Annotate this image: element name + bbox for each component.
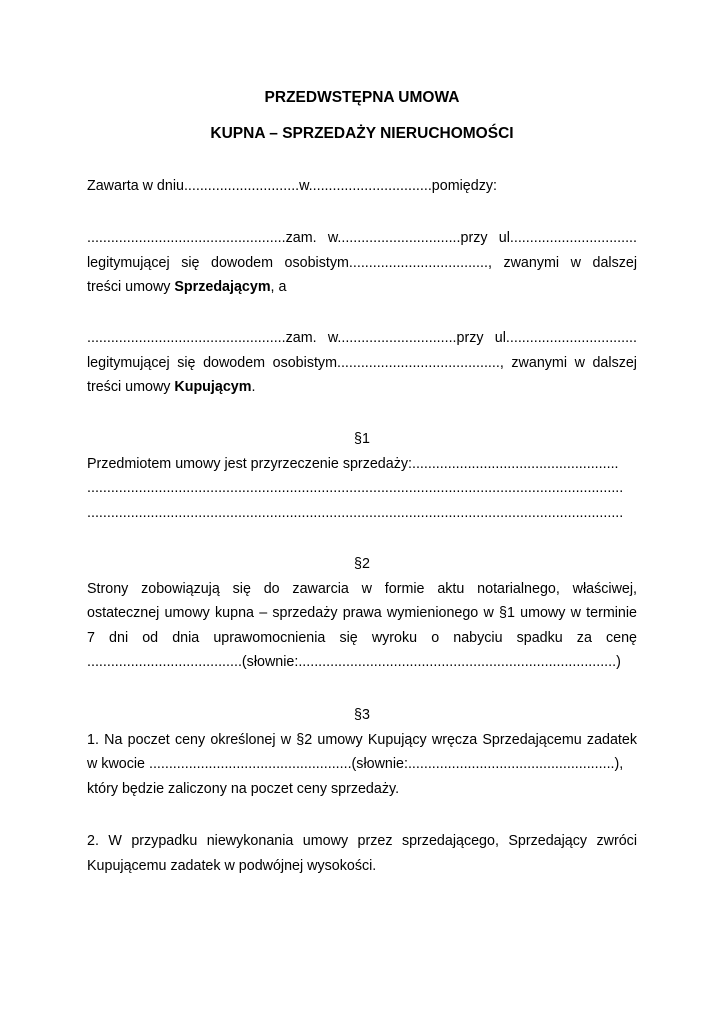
buyer-line-3 [87,375,637,400]
section-2-heading: §2 [354,556,370,572]
section-2-line-4: .......................................(słownie:................................................................................) [87,654,621,670]
section-2-line-2: ostatecznej umowy kupna – sprzedaży prawa wymienionego w §1 umowy w terminie [87,605,637,621]
seller-line-2: legitymującej się dowodem osobistym..................................., zwanymi w dalszej [87,254,637,271]
buyer-line-1: ..................................................zam. w..............................przy ul................................. [87,330,637,346]
seller-role-label: Sprzedającym [174,279,271,295]
section-3-point-1-line-3: który będzie zaliczony na poczet ceny sprzedaży. [87,780,400,797]
section-2-line-3: 7 dni od dnia uprawomocnienia się wyroku o nabyciu spadku za cenę [87,629,637,646]
section-2 [87,552,637,675]
section-3-point-2-line-2: Kupującemu zadatek w podwójnej wysokości. [87,857,377,874]
buyer-paragraph [87,326,637,400]
section-1-heading: §1 [354,431,370,447]
section-3-point-1-line-2: w kwocie ...................................................(słownie:....................................................), [87,756,624,772]
section-1-line-1: Przedmiotem umowy jest przyrzeczenie sprzedaży:.................................................... [87,455,619,472]
section-3-point-1-line-1: 1. Na poczet ceny określonej w §2 umowy Kupujący wręcza Sprzedającemu zadatek [87,731,637,748]
section-3-point-2-line-1: 2. W przypadku niewykonania umowy przez sprzedającego, Sprzedający zwróci [87,833,637,849]
section-1 [87,427,637,525]
section-1-line-3: ....................................................................................................................................... [87,504,624,521]
document-title: PRZEDWSTĘPNA UMOWA [264,89,460,106]
buyer-role-label: Kupującym [174,379,252,395]
intro-line: Zawarta w dniu.............................w...............................pomiędzy: [87,178,497,194]
seller-line-3-prefix: treści umowy [87,279,175,295]
intro-paragraph [87,174,637,199]
buyer-line-2: legitymującej się dowodem osobistym........................................., zwanymi w dalszej [87,354,637,371]
document-subtitle: KUPNA – SPRZEDAŻY NIERUCHOMOŚCI [210,125,514,142]
section-3-point-2 [87,829,637,878]
section-1-line-2: ....................................................................................................................................... [87,480,624,496]
buyer-line-3-suffix: . [251,379,256,395]
document-page [87,0,637,1024]
seller-line-3-suffix: , a [270,279,287,295]
seller-line-3 [87,275,637,300]
seller-line-1: ..................................................zam. w...............................przy ul................................ [87,230,637,246]
section-3 [87,703,637,801]
section-3-heading: §3 [354,707,370,723]
buyer-line-3-prefix: treści umowy [87,379,175,395]
seller-paragraph [87,226,637,300]
section-2-line-1: Strony zobowiązują się do zawarcia w formie aktu notarialnego, właściwej, [87,580,637,597]
